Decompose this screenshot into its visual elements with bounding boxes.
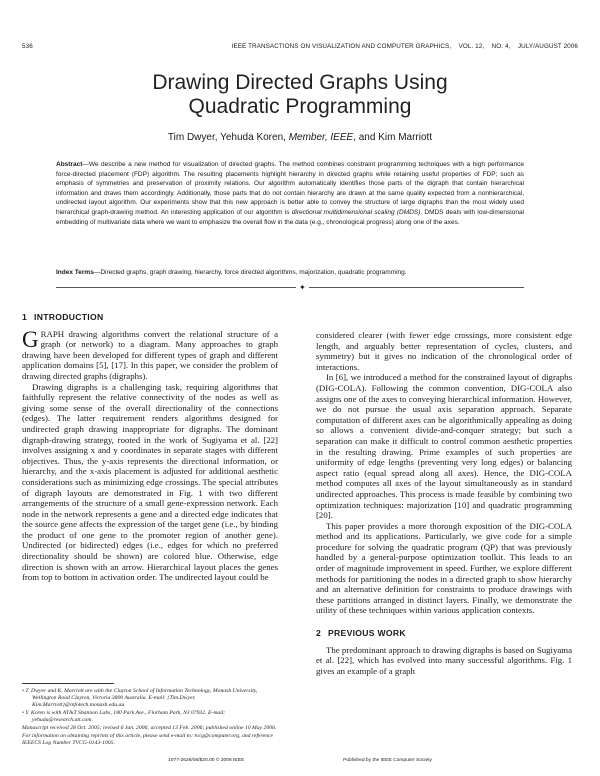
footnote-rule (22, 683, 114, 684)
index-terms-label: Index Terms (56, 269, 94, 276)
journal-header: IEEE TRANSACTIONS ON VISUALIZATION AND COMPUTER GRAPHICS, VOL. 12, NO. 4, JULY/AUGUST 2006 (231, 43, 578, 50)
author-names-2: , and Kim Marriott (353, 132, 433, 143)
section-2-title: PREVIOUS WORK (328, 628, 406, 639)
intro-paragraph-3: considered clearer (with fewer edge crossings, more consistent edge length, and arguably better representation of cycles, clusters, and symmetry) but it gives no indication of the chronological order of interactions. (316, 330, 572, 372)
footer-copyright: 1077-2626/06/$20.00 © 2006 IEEE (168, 758, 245, 763)
abstract-italic-term: directional multidimensional scaling (DMDS) (291, 208, 421, 216)
author-line (0, 132, 600, 143)
footer-publisher: Published by the IEEE Computer Society (343, 758, 432, 763)
section-2-number: 2 (316, 628, 322, 639)
index-terms-text: —Directed graphs, graph drawing, hierarchy, force directed algorithms, majorization, quadratic programming. (93, 269, 407, 276)
drop-cap: G (22, 326, 39, 352)
section-1-heading (22, 312, 278, 323)
footnote-reprints: For information on obtaining reprints of this article, please send e-mail to: tvcg@computer.org, and reference IEEECS Log Number TVCG-0143-1005. (22, 732, 273, 746)
section-2-heading (316, 628, 572, 639)
intro-paragraph-5: This paper provides a more thorough exposition of the DIG-COLA method and its applications. Particularly, we give code for a simple procedure for solving the quadratic program (QP) that was previously handled by a general-purpose optimization toolkit. This leads to an order of magnitude improvement in speed. Further, we explore different methods for partitioning the nodes in a directed graph to show hierarchy and an alternative definition for constraints to produce drawings with these partitions arranged in distinct layers. Finally, we demonstrate the utility of these techniques within various application contexts. (316, 520, 572, 616)
separator-rule (56, 287, 524, 288)
footnotes (22, 688, 278, 747)
section-1-number: 1 (22, 312, 28, 322)
abstract-text-1: —We describe a new method for visualization of directed graphs. The method combines constraint programming techniques with a high performance force-directed placement (FDP) algorithm. The resulting placements highlight hierarchy in directed graphs while retaining useful properties of FDP; such as emphasis of symmetries and preservation of proximity relations. Our algorithm automatically identifies those parts of the digraph that contain hierarchical information and draws them accordingly. Additionally, those parts that do not contain hierarchy are drawn at the same quality expected from a nonhierarchical, undirected layout algorithm. Our experiments show that this new approach is better able to convey the structure of large digraphs than the most widely used hierarchical graph-drawing method. An interesting application of our algorithm is (56, 161, 524, 216)
paper-title (0, 71, 600, 119)
left-column (22, 312, 278, 583)
author-names-1: Tim Dwyer, Yehuda Koren, (167, 132, 289, 143)
footnote-affiliation-2: • Y. Koren is with AT&T Shannon Labs, 180 Park Ave., Florham Park, NJ 07932. E-mail: yehuda@research.att.com. (22, 710, 226, 724)
index-terms (56, 268, 524, 278)
intro-paragraph-1-text: RAPH drawing algorithms convert the relational structure of a graph (or network) to a diagram. Many approaches to graph drawing have been developed for different types of graph and different application domains [5], [17]. In this paper, we consider the problem of drawing directed graphs (digraphs). (22, 328, 278, 381)
intro-paragraph-1 (22, 326, 278, 382)
intro-paragraph-2: Drawing digraphs is a challenging task, requiring algorithms that faithfully represent the relative connectivity of the nodes as well as giving some sense of the overall directionality of the connections (edges). The latter requirement renders algorithms designed for undirected graph drawing inappropriate for digraphs. The dominant digraph-drawing strategy, rooted in the work of Sugiyama et al. [22] involves assigning x and y coordinates in separate stages with different objectives. Thus, the y-axis represents the directional information, or hierarchy, and the x-axis placement is adjusted for additional aesthetic considerations such as minimizing edge crossings. The special attributes of digraph layouts are demonstrated in Fig. 1 with two different arrangements of the structure of a small gene-expression network. Each node in the network represents a gene and a directed edge indicates that the source gene affects the expression of the target gene (i.e., by binding the product of one gene to the promoter region of another gene). Undirected (or bidirected) edges (i.e., edges for which no preferred directionality should be shown) are colored blue. Otherwise, edge direction is shown with an arrow. Hierarchical layout places the genes from top to bottom in activation order. The undirected layout could be (22, 381, 278, 583)
intro-paragraph-4: In [6], we introduced a method for the constrained layout of digraphs (DIG-COLA). Following the common convention, DIG-COLA also assigns one of the axes to conveying hierarchical information. However, we do not pursue the usual axis separation approach. Separate computation of different axes can be algorithmically appealing as doing so allows a convenient divide-and-conquer strategy; but such a separation can make it difficult to control common aesthetic properties in the resulting drawing. Prime examples of such properties are uniformity of edge lengths (preventing very long edges) or balancing aspect ratio (equal spread along all axes). Hence, the DIG-COLA method computes all axes of the layout simultaneously as in standard undirected approaches. This process is made feasible by combining two optimization techniques: majorization [10] and quadratic programming [20]. (316, 372, 572, 521)
title-line-1: Drawing Directed Graphs Using (152, 71, 448, 94)
abstract-label: Abstract (56, 161, 83, 168)
footnote-manuscript-dates: Manuscript received 28 Oct. 2005; revised 6 Jan. 2006; accepted 13 Feb. 2006; published online 10 May 2006. (22, 725, 277, 732)
title-line-2: Quadratic Programming (188, 95, 412, 118)
page-number: 536 (22, 43, 33, 50)
previous-work-paragraph-1: The predominant approach to drawing digraphs is based on Sugiyama et al. [22], which has evolved into many successful algorithms. Fig. 1 gives an example of a graph (316, 644, 573, 676)
page-footer (168, 758, 432, 763)
abstract-text-2: . DMDS deals with low-dimensional embedding of multivariate data where we want to emphasize the overall flow in the data (e.g., chronological progress) along one of the axes. (56, 208, 524, 226)
author-membership: Member, IEEE (288, 132, 354, 143)
separator-diamond-icon: ✦ (296, 283, 309, 292)
footnote-affiliation-1: • T. Dwyer and K. Marriott are with the Clayton School of Information Technology, Monash University, Wellington Road Clayton, Victoria 3800 Australia. E-mail: {Tim.Dwyer, Kim.Marriott}@infotech.monash.edu.au. (22, 688, 258, 709)
right-column (316, 330, 572, 676)
section-1-title: INTRODUCTION (34, 312, 104, 322)
abstract (56, 160, 524, 227)
